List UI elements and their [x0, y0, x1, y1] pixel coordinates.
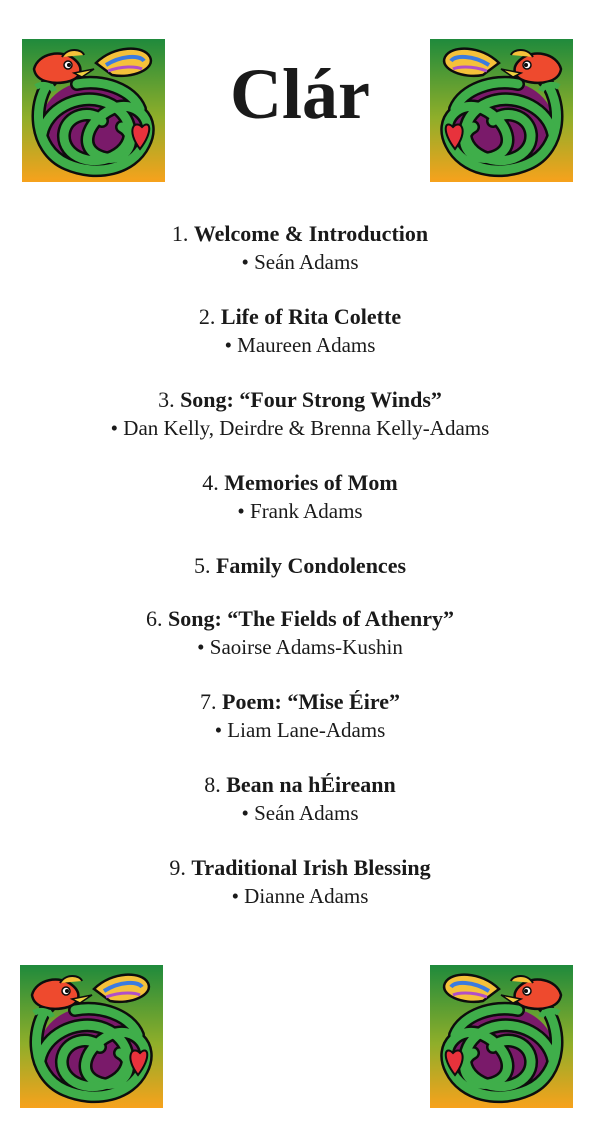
item-title: Welcome & Introduction — [193, 221, 429, 246]
program-item-2 — [0, 303, 600, 386]
item-title: Life of Rita Colette — [220, 304, 402, 329]
item-performer: • Saoirse Adams-Kushin — [197, 635, 403, 659]
item-performer: • Frank Adams — [237, 499, 363, 523]
item-number: 4. — [202, 470, 219, 495]
program-item-1 — [0, 220, 600, 303]
item-performer: • Dan Kelly, Deirdre & Brenna Kelly-Adams — [110, 416, 490, 440]
item-number: 1. — [171, 221, 189, 246]
item-title: Bean na hÉireann — [226, 772, 396, 797]
item-performer: • Seán Adams — [241, 250, 359, 274]
program-item-4 — [0, 469, 600, 552]
item-number: 2. — [198, 304, 216, 329]
page-title: Clár — [230, 54, 370, 134]
item-number: 7. — [200, 689, 217, 714]
celtic-serpent-icon — [430, 965, 573, 1108]
program-item-9 — [0, 854, 600, 937]
item-number: 8. — [204, 772, 221, 797]
program-item-3 — [0, 386, 600, 469]
item-performer: • Dianne Adams — [231, 884, 369, 908]
item-title: Poem: “Mise Éire” — [222, 689, 400, 714]
program-item-6 — [0, 605, 600, 688]
item-performer: • Seán Adams — [241, 801, 359, 825]
program-item-8 — [0, 771, 600, 854]
item-number: 6. — [145, 606, 163, 631]
item-performer: • Maureen Adams — [224, 333, 376, 357]
item-performer: • Liam Lane-Adams — [214, 718, 386, 742]
program-item-7 — [0, 688, 600, 771]
celtic-serpent-tile-bottom-right — [430, 965, 573, 1108]
item-title: Song: “The Fields of Athenry” — [167, 606, 455, 631]
item-title: Song: “Four Strong Winds” — [180, 387, 442, 412]
item-title: Traditional Irish Blessing — [191, 855, 431, 880]
item-number: 3. — [158, 387, 175, 412]
item-title: Memories of Mom — [224, 470, 398, 495]
item-title: Family Condolences — [215, 553, 407, 578]
celtic-serpent-tile-bottom-left — [20, 965, 163, 1108]
celtic-serpent-icon — [20, 965, 163, 1108]
item-number: 9. — [169, 855, 186, 880]
program-list — [0, 220, 600, 937]
program-item-5 — [0, 552, 600, 605]
item-number: 5. — [193, 553, 211, 578]
